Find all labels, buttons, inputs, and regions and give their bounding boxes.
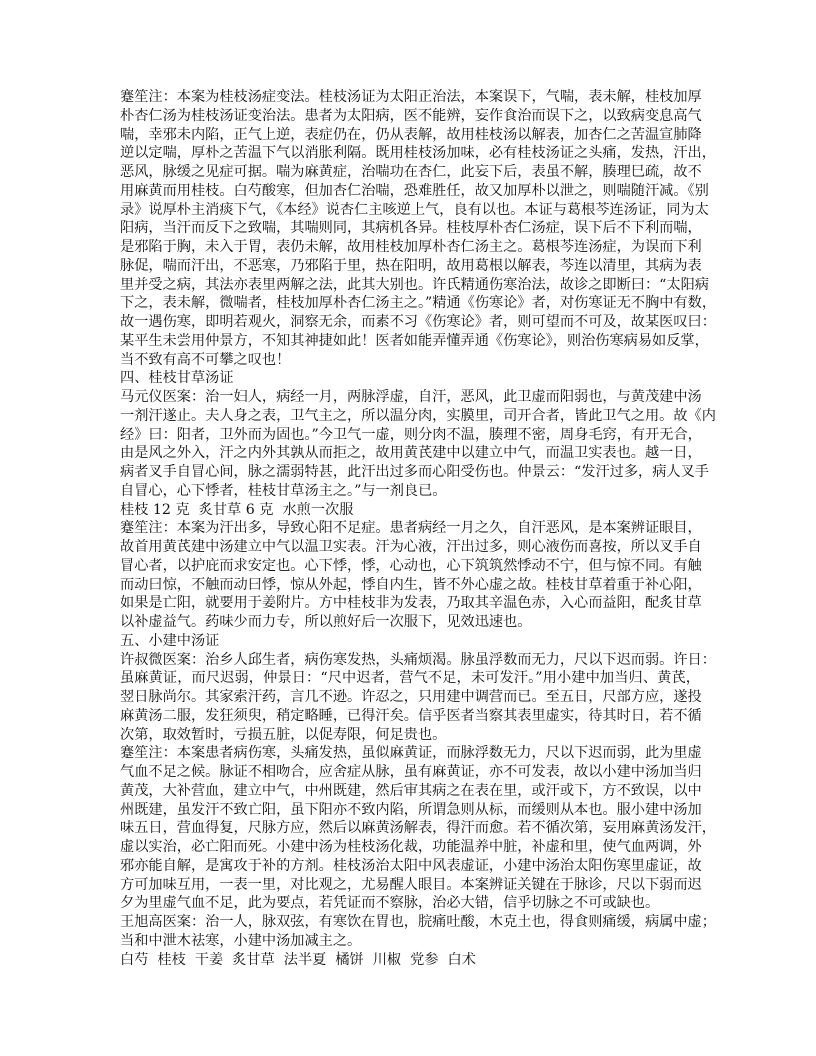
text-line: 方可加味互用，一表一里，对比观之，尤易醒人眼目。本案辨证关键在于脉诊，尺以下弱而迟	[120, 876, 702, 893]
text-line: 用麻黄而用桂枝。白芍酸寒，但加杏仁治喘，恐难胜任，故又加厚朴以泄之，则喘随汗减。《别	[120, 182, 709, 199]
text-line: 恶风，脉缓之见症可据。喘为麻黄症，治喘功在杏仁，此妄下后，表虽不解，腠理巳疏，故不	[120, 164, 702, 180]
text-line: 马元仪医案：治一妇人，病经一月，两脉浮虚，自汗，恶风，此卫虚而阳弱也，与黄茂建中汤	[120, 389, 702, 405]
text-line: 麻黄汤二服，发狂须臾，稍定略睡，已得汗矣。信乎医者当察其表里虚实，待其时日，若不循	[120, 707, 702, 724]
text-line: 病者叉手自冒心间，脉之濡弱特甚，此汗出过多而心阳受伤也。仲景云：“发汗过多，病人叉手	[120, 464, 709, 480]
text-line: 气血不足之候。脉证不相吻合，应舍症从脉，虽有麻黄证，亦不可发表，故以小建中汤加当归	[120, 764, 702, 780]
text-line: 冒心者，以护庇而求安定也。心下悸，悸，心动也，心下筑筑然悸动不宁，但与惊不同。有触	[120, 557, 702, 574]
text-line: 故一遇伤寒，即明若观火，洞察无余，而素不习《伤寒论》者，则可望而不可及，故某医叹曰：	[120, 314, 716, 330]
text-line: 下之，表未解，微喘者，桂枝加厚朴杏仁汤主之。”精通《伤寒论》者，对伤寒证无不胸中有数，	[120, 295, 717, 312]
commentary-guizhi-houpu-xingren	[120, 88, 717, 369]
case-ma-yuanyi	[120, 388, 716, 501]
text-line: 如果是亡阳，就要用于姜附片。方中桂枝非为发表，乃取其辛温色赤，入心而益阳，配炙甘草	[120, 595, 702, 612]
text-line: 当和中泄木祛寒，小建中汤加减主之。	[120, 932, 362, 949]
prescription-xiao-jianzhong-modified	[120, 951, 700, 970]
case-wang-xugao	[120, 913, 716, 951]
prescription-line: 桂枝 12 克 炙甘草 6 克 水煎一次服	[120, 501, 354, 518]
text-line: 朴杏仁汤为桂枝汤证变治法。患者为太阳病，医不能辨，妄作食治而误下之，以致病变息高气	[120, 107, 702, 124]
text-line: 由是风之外入，汗之内外其孰从而拒之，故用黄芪建中以建立中气，而温卫实表也。越一日，	[120, 445, 702, 462]
text-line: 次第，取效暂时，亏损五脏，以促寿限，何足贵也。	[120, 726, 447, 743]
text-line: 邪亦能自解，是寓攻于补的方剂。桂枝汤治太阳中风表虚证，小建中汤治太阳伤寒里虚证，故	[120, 857, 702, 874]
text-line: 而动曰惊，不触而动曰悸，惊从外起，悸自内生，皆不外心虚之故。桂枝甘草着重于补心阳，	[120, 576, 702, 593]
text-line: 经》曰：阳者，卫外而为固也。”今卫气一虚，则分肉不温，腠理不密，周身毛窍，有开无合，	[120, 426, 702, 443]
text-line: 逆以定喘，厚朴之苦温下气以消胀利隔。既用桂枝汤加味，必有桂枝汤证之头痛，发热，汗出，	[120, 145, 716, 162]
text-line: 一剂汗遂止。夫人身之表，卫气主之，所以温分肉，实膜里，司开合者，皆此卫气之用。故《内	[120, 407, 716, 424]
heading-guizhi-gancao	[120, 369, 700, 388]
text-line: 蹇笙注：本案患者病伤寒，头痛发热，虽似麻黄证，而脉浮数无力，尺以下迟而弱，此为里虚	[120, 745, 702, 762]
text-line: 是邪陷于胸，未入于胃，表仍未解，故用桂枝加厚朴杏仁汤主之。葛根芩连汤症，为误而下利	[120, 239, 702, 255]
text-line: 夕为里虚气血不足，此为要点，若凭证而不察脉，治必大错，信乎切脉之不可或缺也。	[120, 895, 660, 912]
section-heading: 四、桂枝甘草汤证	[120, 370, 234, 387]
text-line: 某平生未尝用仲景方，不知其神捷如此！医者如能弄懂弄通《伤寒论》，则治伤寒病易如反掌，	[120, 332, 709, 349]
document-page	[120, 88, 717, 969]
text-line: 阳病，当汗而反下之致喘，其喘则同，其病机各异。桂枝厚朴杏仁汤症，误下后不下利而喘，	[120, 220, 702, 237]
text-line: 以补虚益气。药味少而力专，所以煎好后一次服下，见效迅速也。	[120, 614, 532, 630]
text-line: 州既建，虽发汗不致亡阳，虽下阳亦不致内陷，所谓急则从标，而缓则从本也。服小建中汤加	[120, 801, 702, 818]
text-line: 许叔微医案：治乡人邱生者，病伤寒发热，头痛烦渴。脉虽浮数而无力，尺以下迟而弱。许日：	[120, 651, 716, 668]
case-xu-shuwei	[120, 651, 716, 745]
commentary-xiao-jianzhong	[120, 744, 716, 913]
text-line: 故首用黄芪建中汤建立中气以温卫实表。汗为心液，汗出过多，则心液伤而喜按，所以叉手自	[120, 539, 702, 555]
text-line: 里并受之病，其法亦表里两解之法，此其大别也。许氏精通伤寒治法，故诊之即断曰：“太阳病	[120, 276, 709, 293]
prescription-guizhi-gancao	[120, 501, 700, 520]
text-line: 黄茂，大补营血，建立中气，中州既建，然后审其病之在表在里，或汗或下，方不致误，以中	[120, 782, 702, 799]
text-line: 虚以实治，必亡阳而死。小建中汤为桂枝汤化裁，功能温养中脏，补虚和里，使气血两调，外	[120, 839, 702, 855]
text-line: 王旭高医案：治一人，脉双弦，有寒饮在胃也，脘痛吐酸，木克土也，得食则痛缓，病属中虚；	[120, 914, 716, 930]
text-line: 蹇笙注：本案为桂枝汤症变法。桂枝汤证为太阳正治法，本案误下，气喘，表未解，桂枝加厚	[120, 89, 702, 105]
text-line: 当不致有高不可攀之叹也！	[120, 351, 291, 368]
prescription-line: 白芍 桂枝 干姜 炙甘草 法半夏 橘饼 川椒 党参 白术	[120, 951, 476, 968]
text-line: 自冒心，心下悸者，桂枝甘草汤主之。”与一剂良已。	[120, 482, 447, 499]
text-line: 虽麻黄证，而尺迟弱，仲景日：“尺中迟者，营气不足，未可发汗。”用小建中加当归、黄芪，	[120, 670, 700, 687]
text-line: 喘，幸邪未内陷，正气上逆，表症仍在，仍从表解，故用桂枝汤以解表，加杏仁之苦温宣肺降	[120, 126, 702, 143]
commentary-guizhi-gancao	[120, 519, 700, 632]
text-line: 翌日脉尚尔。其家索汗药，言几不逊。许忍之，只用建中调营而已。至五日，尺部方应，遂投	[120, 689, 702, 705]
text-line: 脉促，喘而汗出，不恶寒，乃邪陷于里，热在阳明，故用葛根以解表，芩连以清里，其病为表	[120, 257, 702, 274]
text-line: 味五日，营血得复，尺脉方应，然后以麻黄汤解表，得汗而愈。若不循次第，妄用麻黄汤发汗，	[120, 820, 716, 837]
heading-xiao-jianzhong	[120, 632, 700, 651]
text-line: 蹇笙注：本案为汗出多，导致心阳不足症。患者病经一月之久，自汗恶风，是本案辨证眼目，	[120, 520, 702, 537]
section-heading: 五、小建中汤证	[120, 632, 220, 649]
text-line: 录》说厚朴主消痰下气，《本经》说杏仁主咳逆上气，良有以也。本证与葛根芩连汤证，同为太	[120, 201, 709, 218]
